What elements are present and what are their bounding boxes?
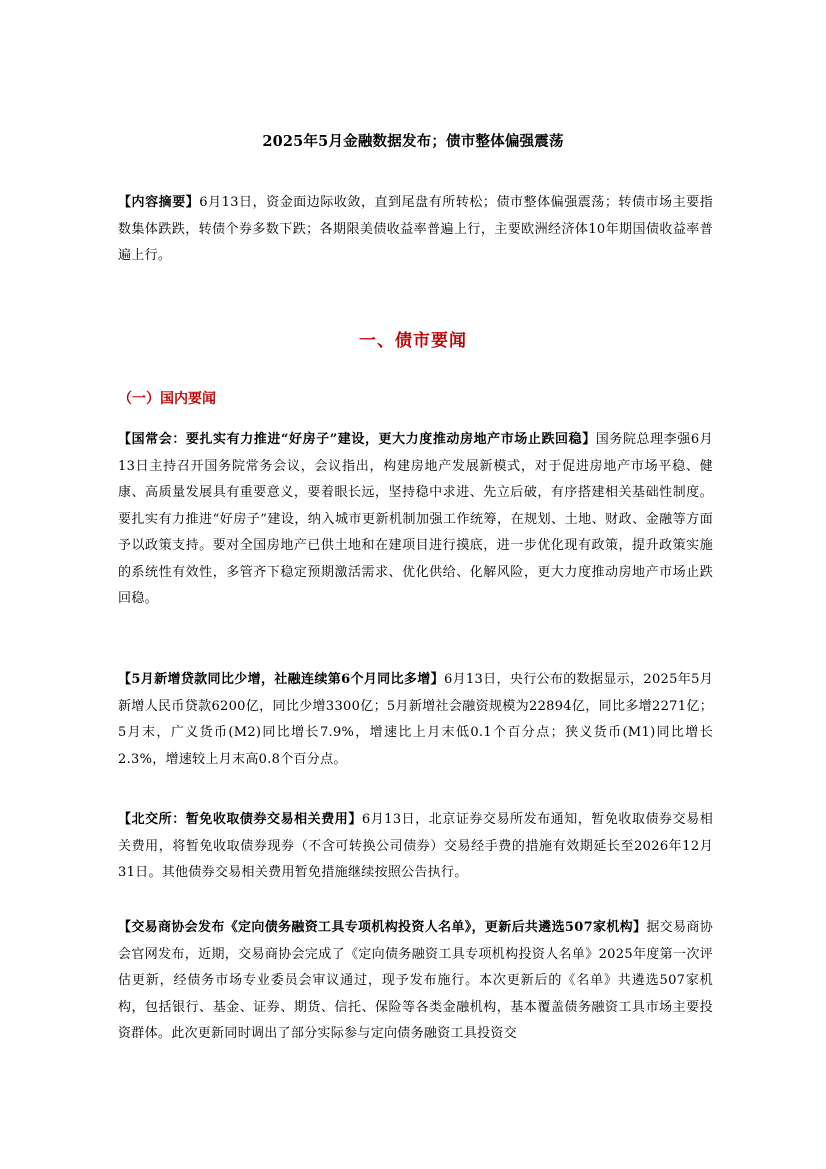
document-title: 2025年5月金融数据发布；债市整体偏强震荡: [262, 133, 564, 150]
news-item: [118, 807, 713, 887]
news-item: [118, 427, 713, 613]
news-headline: 【5月新增贷款同比少增，社融连续第6个月同比多增】: [118, 672, 444, 687]
section-heading: 一、债市要闻: [359, 331, 467, 351]
news-headline: 【北交所：暂免收取债券交易相关费用】: [118, 812, 362, 827]
news-headline: 【国常会：要扎实有力推进“好房子”建设，更大力度推动房地产市场止跌回稳】: [118, 432, 596, 447]
news-item: [118, 915, 713, 1048]
news-body: 据交易商协会官网发布，近期，交易商协会完成了《定向债务融资工具专项机构投资人名单》2025年度第一次评估更新，经债务市场专业委员会审议通过，现予发布施行。本次更新后的《名单》共遴选507家机构，包括银行、基金、证券、期货、信托、保险等各类金融机构，基本覆盖债务融资工具市场主要投资群体。此次更新同时调出了部分实际参与定向债务融资工具投资交: [118, 920, 713, 1041]
subsection-heading: （一）国内要闻: [118, 391, 216, 407]
summary-paragraph: [118, 190, 713, 270]
news-item: [118, 667, 713, 773]
news-headline: 【交易商协会发布《定向债务融资工具专项机构投资人名单》，更新后共遴选507家机构】: [118, 920, 647, 935]
news-body: 国务院总理李强6月13日主持召开国务院常务会议，会议指出，构建房地产发展新模式，对于促进房地产市场平稳、健康、高质量发展具有重要意义，要着眼长远，坚持稳中求进、先立后破，有序搭建相关基础性制度。要扎实有力推进“好房子”建设，纳入城市更新机制加强工作统筹，在规划、土地、财政、金融等方面予以政策支持。要对全国房地产已供土地和在建项目进行摸底，进一步优化现有政策，提升政策实施的系统性有效性，多管齐下稳定预期激活需求、优化供给、化解风险，更大力度推动房地产市场止跌回稳。: [118, 432, 713, 606]
news-body: 6月13日，央行公布的数据显示，2025年5月新增人民币贷款6200亿，同比少增3300亿；5月新增社会融资规模为22894亿，同比多增2271亿；5月末，广义货币(M2)同比增长7.9%，增速比上月末低0.1个百分点；狭义货币(M1)同比增长2.3%，增速较上月末高0.8个百分点。: [118, 672, 713, 767]
news-body: 6月13日，北京证券交易所发布通知，暂免收取债券交易相关费用，将暂免收取债券现券（不含可转换公司债券）交易经手费的措施有效期延长至2026年12月31日。其他债券交易相关费用暂免措施继续按照公告执行。: [118, 812, 713, 880]
summary-label: 【内容摘要】: [118, 195, 200, 210]
summary-text: 6月13日，资金面边际收敛，直到尾盘有所转松；债市整体偏强震荡；转债市场主要指数集体跌跌，转债个券多数下跌；各期限美债收益率普遍上行，主要欧洲经济体10年期国债收益率普遍上行。: [118, 195, 713, 263]
